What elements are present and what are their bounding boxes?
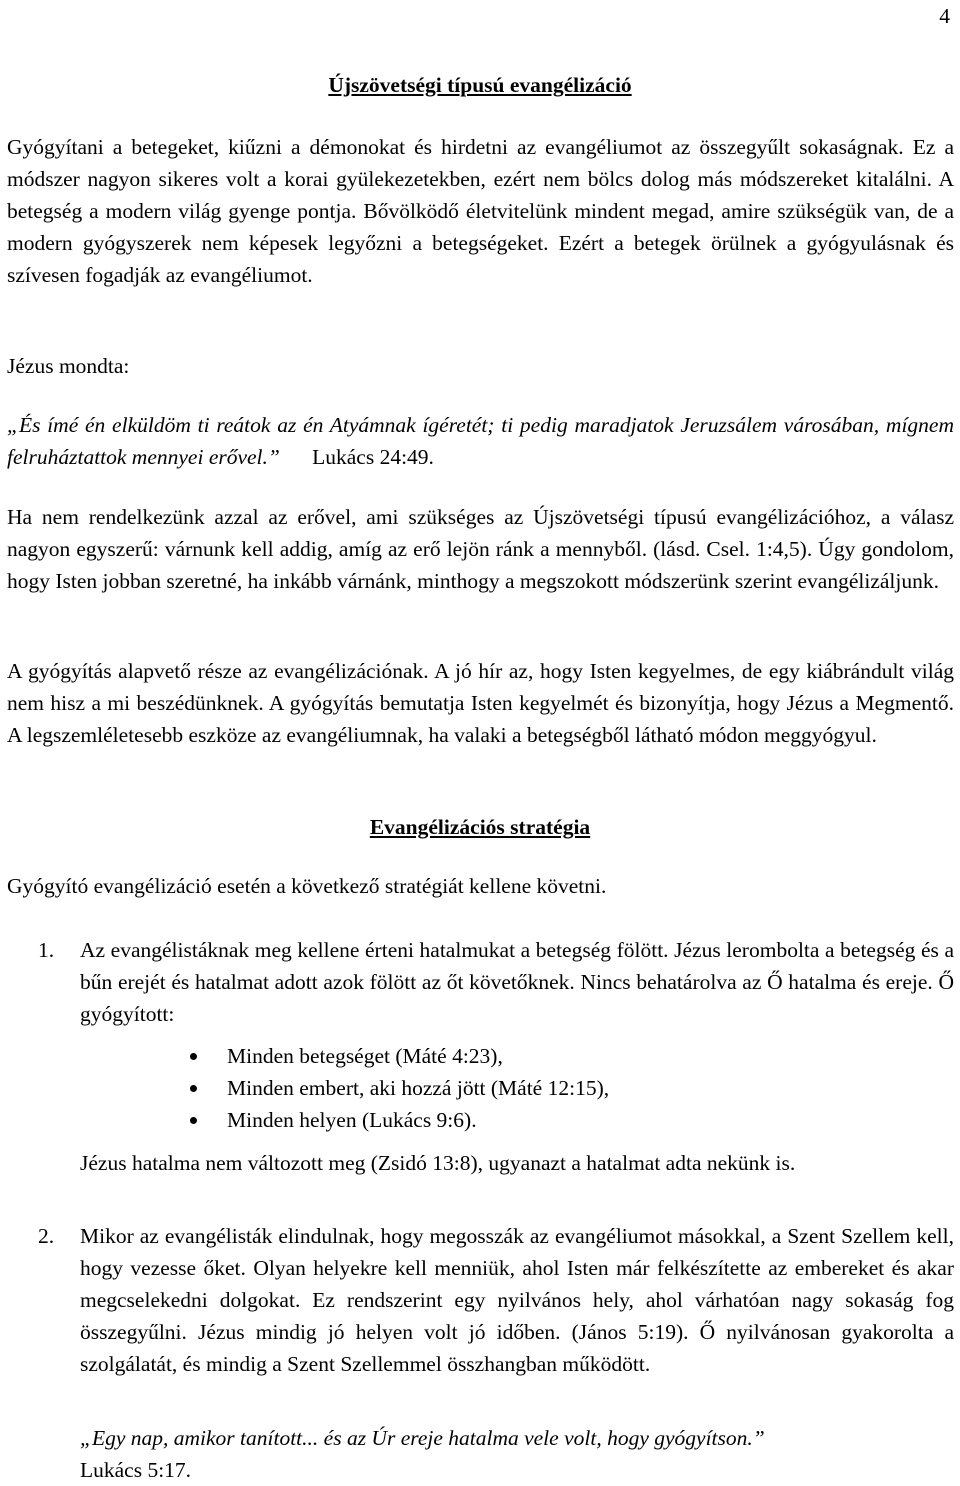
quote-block-1 [7, 409, 954, 473]
bullet-text: Minden betegséget (Máté 4:23), [227, 1044, 503, 1068]
page-title: Újszövetségi típusú evangélizáció [328, 73, 632, 97]
paragraph-intro: Gyógyítani a betegeket, kiűzni a démonokat és hirdetni az evangéliumot az összegyűlt sokaságnak. Ez a módszer nagyon sikeres volt a korai gyülekezetekben, ezért nem bölcs dolog más módszereket kitalálni. A betegség a modern világ gyenge pontja. Bővölködő életvitelünk mindent megad, amire szükségük van, de a modern gyógyszerek nem képesek legyőzni a betegségeket. Ezért a betegek örülnek a gyógyulásnak és szívesen fogadják az evangéliumot. [7, 135, 954, 287]
quote-2-text: „Egy nap, amikor tanított... és az Úr ereje hatalma vele volt, hogy gyógyítson.” [80, 1426, 765, 1450]
list-number-2: 2. [38, 1224, 55, 1248]
page-number: 4 [939, 4, 950, 28]
paragraph-power: Ha nem rendelkezünk azzal az erővel, ami szükséges az Újszövetségi típusú evangélizációhoz, a válasz nagyon egyszerű: várnunk kell addig, amíg az erő lejön ránk a mennyből. (lásd. Csel. 1:4,5). Úgy gondolom, hogy Isten jobban szeretné, ha inkább várnánk, minthogy a megszokott módszerünk szerint evangélizáljunk. [7, 505, 954, 593]
paragraph-healing: A gyógyítás alapvető része az evangélizációnak. A jó hír az, hogy Isten kegyelmes, de egy kiábrándult világ nem hisz a mi beszédünknek. A gyógyítás bemutatja Isten kegyelmét és bizonyítja, hogy Jézus a Megmentő. A legszemléletesebb eszköze az evangéliumnak, ha valaki a betegségből látható módon meggyógyul. [7, 659, 954, 747]
quote-1-reference: Lukács 24:49. [312, 445, 434, 469]
quote-2-reference: Lukács 5:17. [80, 1458, 192, 1482]
list-number-1: 1. [38, 938, 55, 962]
list-item-1-after: Jézus hatalma nem változott meg (Zsidó 13:8), ugyanazt a hatalmat adta nekünk is. [80, 1151, 796, 1175]
bullet-icon [190, 1117, 197, 1124]
bullet-text: Minden helyen (Lukács 9:6). [227, 1108, 477, 1132]
bullet-list [185, 1040, 609, 1136]
bullet-icon [190, 1053, 197, 1060]
bullet-text: Minden embert, aki hozzá jött (Máté 12:15), [227, 1076, 610, 1100]
bullet-icon [190, 1085, 197, 1092]
list-item [185, 1072, 609, 1104]
quote-block-2 [80, 1422, 954, 1486]
jesus-said-label: Jézus mondta: [7, 354, 130, 378]
list-item [185, 1040, 609, 1072]
section-heading: Evangélizációs stratégia [369, 815, 591, 839]
quote-1-text: „És ímé én elküldöm ti reátok az én Atyámnak ígéretét; ti pedig maradjatok Jeruzsálem városában, mígnem felruháztattok mennyei erővel.” [7, 413, 954, 469]
paragraph-strategy-intro: Gyógyító evangélizáció esetén a következő stratégiát kellene követni. [7, 874, 607, 898]
list-item [185, 1104, 609, 1136]
list-item-2-text: Mikor az evangélisták elindulnak, hogy megosszák az evangéliumot másokkal, a Szent Szellem kell, hogy vezesse őket. Olyan helyekre kell menniük, ahol Isten már felkészítette az embereket és akar megcselekedni dolgokat. Ez rendszerint egy nyilvános hely, ahol várhatóan nagy sokaság fog összegyűlni. Jézus mindig jó helyen volt jó időben. (János 5:19). Ő nyilvánosan gyakorolta a szolgálatát, és mindig a Szent Szellemmel összhangban működött. [80, 1224, 954, 1376]
list-item-1-text: Az evangélistáknak meg kellene érteni hatalmukat a betegség fölött. Jézus lerombolta a betegség és a bűn erejét és hatalmat adott azok fölött az őt követőknek. Nincs behatárolva az Ő hatalma és ereje. Ő gyógyított: [80, 938, 954, 1026]
